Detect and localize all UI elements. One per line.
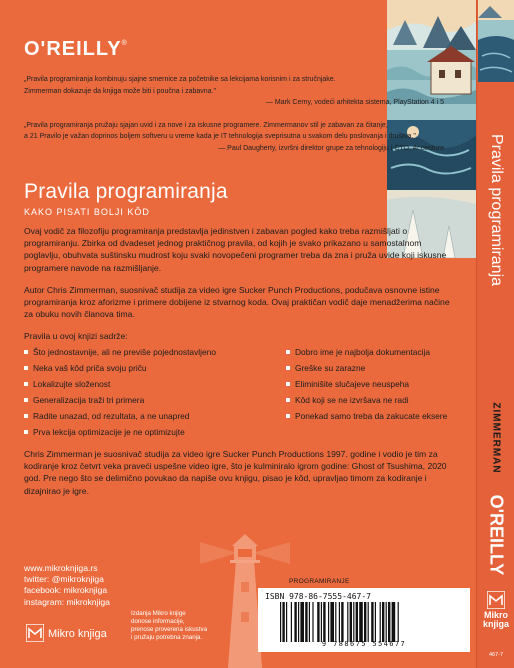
barcode-bar [368, 602, 369, 642]
barcode-bar [330, 602, 334, 642]
praise-quotes [24, 74, 444, 165]
spine-code: 467-7 [488, 652, 504, 658]
barcode-bar [294, 602, 296, 642]
oreilly-logo-text: O'REILLY [24, 38, 122, 60]
author-intro-paragraph: Autor Chris Zimmerman, suosnivač studija za video igre Sucker Punch Productions, podučava osnovne istine programiranja kroz aforizme i primere dobijene iz stvarnog koda. Ovaj praktičan vodič daje menadžerima načine za obuku novih članova tima. [24, 285, 450, 320]
barcode-bar [382, 602, 384, 642]
barcode [258, 588, 470, 652]
contact-info [24, 563, 110, 608]
quote-2-line-2: a 21 Pravilo je važan doprinos boljem softveru u vreme kada je IT tehnologija sveprisutna u svakom delu poslovanja i društva." [24, 133, 416, 140]
barcode-bar [353, 602, 354, 642]
list-item: Kôd koji se ne izvršava ne radi [286, 395, 466, 411]
quote-2-attribution: — Paul Daugherty, izvršni direktor grupe za tehnologiju i CTO, Accenture [218, 144, 444, 152]
barcode-bar [386, 602, 387, 642]
list-item: Dobro ime je najbolja dokumentacija [286, 347, 466, 363]
list-item: Greške su zarazne [286, 363, 466, 379]
list-item: Neka vaš kôd priča svoju priču [24, 363, 274, 379]
rules-list-right [286, 347, 466, 427]
barcode-bar [309, 602, 310, 642]
website-link[interactable]: www.mikroknjiga.rs [24, 563, 98, 573]
author-bio: Chris Zimmerman je suosnivač studija za video igre Sucker Punch Productions 1997. godine i vodio je tim za kodiranje kroz četvrt veka praveći uspešne video igre, što je kulminiralo igrom godine: Ghost of Tsushima, 2020 god. Pre nego što se delimično povukao da napiše ovu knjigu, pisao je kôd, upravljao timom za kodiranje i dizajnirao je igre. [24, 449, 447, 496]
book-title: Pravila programiranja [24, 180, 228, 203]
list-item: Generalizacija traži tri primera [24, 395, 274, 411]
category-label: PROGRAMIRANJE [289, 578, 350, 585]
barcode-bar [286, 602, 287, 642]
barcode-bar [282, 602, 284, 642]
barcode-bar [356, 602, 358, 642]
spine-title: Pravila programiranja [488, 133, 505, 287]
list-item: Ponekad samo treba da zakucate eksere [286, 411, 466, 427]
instagram-handle: instagram: mikroknjiga [24, 596, 110, 607]
registered-mark: ® [121, 40, 128, 47]
spine-publisher-line: knjiga [482, 619, 509, 629]
list-item: Što jednostavnije, ali ne previše pojednostavljeno [24, 347, 274, 363]
barcode-bar [359, 602, 363, 642]
spine [476, 0, 514, 668]
tagline-line: Izdanja Mikro knjige [131, 610, 186, 617]
isbn-number: ISBN 978-86-7555-467-7 [265, 592, 371, 601]
description-paragraph: Ovaj vodič za filozofiju programiranja predstavlja jedinstven i zabavan pogled kako treba razmišljati o programiranju. Zbirka od dvadeset jednog praktičnog pravila, od kojih je svako prikazano u samostalnom poglavlju, obuhvata suštinsku mudrost koju svaki novopečeni programer treba da zna i pruža uvide koji iskusne programere navode na razmišljanje. [24, 226, 447, 273]
barcode-bar [321, 602, 322, 642]
barcode-bar [280, 602, 281, 642]
barcode-bar [291, 602, 292, 642]
quote-1-line-2: Zimmerman dokazuje da knjiga može biti i poučna i zabavna." [24, 87, 216, 95]
barcode-bars [280, 602, 462, 642]
rules-list-heading: Pravila u ovoj knjizi sadrže: [24, 331, 128, 341]
spine-illustration [478, 0, 514, 82]
facebook-handle: facebook: mikroknjiga [24, 585, 108, 596]
mikro-knjiga-icon [487, 591, 505, 609]
barcode-bar [300, 602, 304, 642]
barcode-bar [339, 602, 340, 642]
barcode-bar [375, 602, 376, 642]
tagline-line: prenose proverena iskustva [131, 626, 208, 633]
barcode-bar [328, 602, 329, 642]
spine-publisher-line: Mikro [483, 610, 508, 620]
quote-2-line-1: „Pravila programiranja pružaju sjajan uvid i za nove i za iskusne programere. Zimmermanov stil je zabavan za čitanje, [24, 121, 388, 129]
barcode-bar [317, 602, 319, 642]
publisher-tagline [131, 610, 219, 642]
spine-oreilly-logo: O'REILLY [486, 494, 507, 576]
barcode-bar [364, 602, 366, 642]
mikro-knjiga-icon [26, 624, 44, 642]
barcode-bar [341, 602, 343, 642]
barcode-bar [305, 602, 307, 642]
barcode-bar [371, 602, 373, 642]
list-item: Lokalizujte složenost [24, 379, 274, 395]
barcode-bar [347, 602, 348, 642]
tagline-line: donose informacije, [131, 618, 185, 625]
barcode-bar [398, 602, 399, 642]
barcode-bar [380, 602, 381, 642]
barcode-bar [298, 602, 299, 642]
barcode-bar [312, 602, 313, 642]
barcode-bar [392, 602, 396, 642]
barcode-digits: 9 788675 554677 [321, 640, 407, 648]
publisher-logo [26, 624, 126, 644]
spine-author: ZIMMERMAN [490, 402, 502, 474]
barcode-bar [388, 602, 390, 642]
spine-publisher [477, 611, 514, 629]
list-item: Prva lekcija optimizacije je ne optimizujte [24, 427, 274, 443]
barcode-bar [335, 602, 336, 642]
barcode-bar [350, 602, 352, 642]
twitter-handle: twitter: @mikroknjiga [24, 574, 104, 585]
quote-1-line-1: „Pravila programiranja kombinuju sjajne smernice za početnike sa lekcijama korisnim i za stručnjake. [24, 76, 336, 83]
publisher-name: Mikro knjiga [48, 628, 107, 640]
list-item: Eliminišite slučajeve neuspeha [286, 379, 466, 395]
rules-list-left [24, 347, 274, 444]
oreilly-logo [24, 38, 128, 61]
book-subtitle: KAKO PISATI BOLJI KÔD [24, 207, 150, 217]
list-item: Radite unazad, od rezultata, a ne unapred [24, 411, 274, 427]
tagline-line: i pružaju potrebna znanja. [131, 634, 203, 641]
quote-1-attribution: — Mark Cerny, vodeći arhitekta sistema, PlayStation 4 i 5 [265, 99, 444, 106]
barcode-bar [323, 602, 325, 642]
